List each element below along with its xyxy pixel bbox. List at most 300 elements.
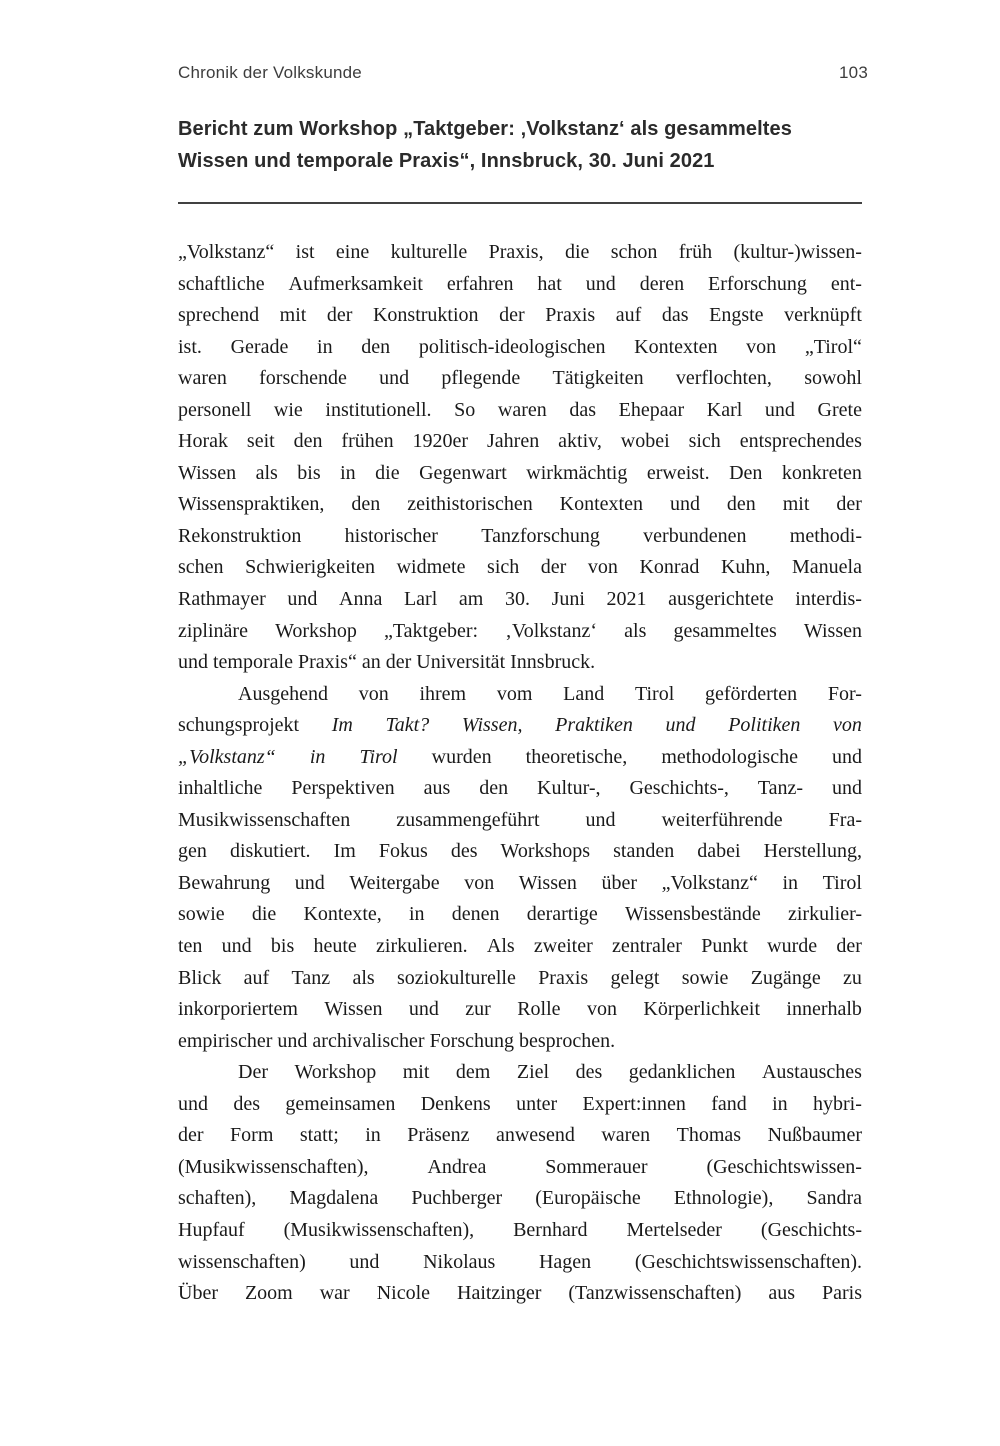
text-word: Fra- <box>828 808 862 831</box>
text-word: Im <box>333 840 356 863</box>
text-word: Land <box>563 682 605 705</box>
text-word: Konrad <box>639 556 700 579</box>
text-word: entsprechendes <box>739 430 862 453</box>
text-word: gen <box>178 840 207 863</box>
text-word: kulturelle <box>390 241 468 263</box>
text-word: Punkt <box>701 935 748 958</box>
text-word: zusammengeführt <box>396 808 540 831</box>
text-word: politisch-ideologischen <box>418 335 606 358</box>
text-word: 30. <box>504 588 530 611</box>
text-word: erfahren <box>446 272 514 295</box>
text-word: So <box>454 398 476 421</box>
text-word: Fokus <box>378 840 428 863</box>
text-line <box>178 742 862 774</box>
text-word: Kontexten <box>559 493 643 516</box>
text-word: zeithistorischen <box>407 493 533 516</box>
text-word: Grete <box>817 398 862 421</box>
text-line <box>178 332 862 364</box>
running-header-text: Chronik der Volkskunde <box>178 63 362 82</box>
text-word: der <box>326 304 353 327</box>
text-line <box>178 1026 862 1058</box>
text-line <box>178 1215 862 1247</box>
text-line <box>178 269 862 301</box>
text-word: wobei <box>620 430 670 453</box>
text-word: und <box>832 745 862 768</box>
text-word: in <box>782 871 799 894</box>
text-word: Wissensbestände <box>624 903 761 926</box>
text-word: in <box>365 1124 381 1147</box>
text-word: gemeinsamen <box>285 1092 396 1115</box>
text-word: ausgerichtete <box>668 588 774 611</box>
text-line <box>178 1152 862 1184</box>
text-line <box>178 395 862 427</box>
text-word: „Volkstanz“ <box>178 745 276 768</box>
text-word: Gegenwart <box>419 461 507 484</box>
text-word: zentraler <box>612 935 682 958</box>
text-word: wie <box>273 398 303 421</box>
text-word: von <box>746 335 777 358</box>
text-word: das <box>661 304 689 327</box>
text-word: Sommerauer <box>545 1155 648 1178</box>
text-word: fand <box>711 1092 747 1115</box>
text-word: Der <box>238 1061 268 1084</box>
text-word: vom <box>496 682 533 705</box>
text-line <box>178 679 862 711</box>
text-word: Hagen <box>538 1250 592 1273</box>
text-word: als <box>255 461 278 484</box>
text-word: als <box>624 619 647 642</box>
text-line <box>178 300 862 332</box>
text-line <box>178 616 862 648</box>
text-word: Workshops <box>500 840 591 863</box>
text-line <box>178 1183 862 1215</box>
text-line <box>178 963 862 995</box>
text-word: „Volkstanz“ <box>178 241 275 263</box>
text-word: Erforschung <box>708 272 807 295</box>
text-word: Ausgehend <box>238 682 328 705</box>
text-word: Austausches <box>761 1061 862 1084</box>
text-word: unter <box>516 1092 558 1115</box>
text-word: geförderten <box>705 682 798 705</box>
text-word: Ethnologie), <box>673 1187 774 1210</box>
text-word: innerhalb <box>786 998 862 1021</box>
text-word: 1920er <box>412 430 469 453</box>
text-word: pflegende <box>441 367 521 390</box>
text-word: von <box>358 682 389 705</box>
text-word: der <box>499 304 525 327</box>
text-word: Tirol <box>822 871 862 894</box>
text-word: zweiter <box>533 935 593 958</box>
text-word: Wissenspraktiken, <box>178 493 325 516</box>
text-word: schaften), <box>178 1187 257 1210</box>
text-word: in <box>340 461 356 484</box>
text-word: Nußbaumer <box>767 1124 862 1147</box>
text-word: Karl <box>706 398 743 421</box>
text-line <box>178 584 862 616</box>
text-word: Rathmayer <box>178 588 266 611</box>
text-word: gelegt <box>610 966 660 989</box>
text-word: inkorporiertem <box>178 998 298 1021</box>
text-run: und temporale Praxis“ an der Universität Innsbruck. <box>178 651 596 674</box>
text-word: Jahren <box>487 430 540 453</box>
text-word: am <box>458 588 484 611</box>
text-word: Zoom <box>244 1282 293 1305</box>
text-word: sowie <box>178 903 225 926</box>
text-word: Weitergabe <box>349 871 440 894</box>
text-line <box>178 994 862 1026</box>
text-line <box>178 1278 862 1310</box>
text-word: in <box>408 903 425 926</box>
text-line <box>178 1120 862 1152</box>
text-word: in <box>772 1092 788 1115</box>
text-word: Horak <box>178 430 228 453</box>
text-word: Tanzforschung <box>481 524 600 547</box>
text-word: Wissen <box>518 871 577 894</box>
text-line <box>178 426 862 458</box>
text-word: Kuhn, <box>720 556 771 579</box>
title-line-1: Bericht zum Workshop „Taktgeber: ‚Volkstanz‘ als gesammeltes <box>178 118 792 140</box>
text-word: die <box>564 241 590 263</box>
page-header <box>178 63 868 83</box>
text-word: auf <box>243 966 270 989</box>
text-word: von <box>833 714 862 737</box>
text-word: zu <box>843 966 862 989</box>
text-word: inhaltliche <box>178 777 263 800</box>
text-word: Expert:innen <box>582 1092 686 1115</box>
text-word: dem <box>455 1061 491 1084</box>
text-word: ihrem <box>419 682 467 705</box>
text-word: Rekonstruktion <box>178 524 302 547</box>
text-word: Geschichts-, <box>629 777 729 800</box>
text-word: der <box>540 556 567 579</box>
text-word: wissenschaften) <box>178 1250 306 1273</box>
text-word: und <box>178 1092 208 1115</box>
text-word: schaftliche <box>178 272 265 295</box>
text-word: ist. <box>178 335 202 358</box>
text-word: Tanz <box>291 966 331 989</box>
text-word: Körperlichkeit <box>643 998 760 1021</box>
text-word: und <box>585 272 616 295</box>
text-word: Workshop <box>275 619 357 642</box>
text-word: Politiken <box>728 714 801 737</box>
text-word: verbundenen <box>643 524 747 547</box>
text-word: die <box>251 903 277 926</box>
body-text <box>178 237 862 1310</box>
text-word: verknüpft <box>784 304 862 327</box>
text-word: ziplinäre <box>178 619 248 642</box>
text-word: sowie <box>681 966 729 989</box>
text-word: Nikolaus <box>423 1250 496 1273</box>
text-line <box>178 773 862 805</box>
text-word: Mertelseder <box>626 1218 722 1241</box>
text-word: Wissen <box>178 461 237 484</box>
text-word: Magdalena <box>289 1187 379 1210</box>
text-word: bis <box>297 461 321 484</box>
text-word: mit <box>402 1061 430 1084</box>
text-word: personell <box>178 398 252 421</box>
title-line-2: Wissen und temporale Praxis“, Innsbruck, 30. Juni 2021 <box>178 150 715 172</box>
text-word: den <box>726 493 756 516</box>
text-word: und <box>669 493 700 516</box>
text-word: historischer <box>344 524 438 547</box>
text-word: Kontexte, <box>303 903 382 926</box>
text-word: Anna <box>339 588 383 611</box>
text-word: verflochten, <box>675 367 772 390</box>
text-line <box>178 836 862 868</box>
text-word: derartige <box>526 903 598 926</box>
text-word: Denkens <box>420 1092 491 1115</box>
text-word: der <box>178 1124 204 1147</box>
text-run: empirischer und archivalischer Forschung besprochen. <box>178 1029 616 1052</box>
text-word: des <box>450 840 478 863</box>
text-word: und <box>585 808 616 831</box>
text-word: (Musikwissenschaften), <box>178 1155 369 1178</box>
text-word: wirkmächtig <box>526 461 628 484</box>
text-word: Engste <box>709 304 764 327</box>
text-word: von <box>586 998 617 1021</box>
text-word: in <box>309 745 326 768</box>
text-word: theoretische, <box>525 745 628 768</box>
text-word: früh <box>678 241 713 263</box>
text-word: forschende <box>259 367 347 390</box>
text-word: die <box>375 461 400 484</box>
text-word: Tätigkeiten <box>552 367 644 390</box>
text-word: Workshop <box>294 1061 377 1084</box>
text-line <box>178 899 862 931</box>
text-word: Form <box>230 1124 274 1147</box>
text-word: schen <box>178 556 224 579</box>
text-word: Tirol <box>359 745 398 768</box>
text-word: ent- <box>830 272 862 295</box>
text-line <box>178 489 862 521</box>
text-word: Gerade <box>230 335 289 358</box>
text-word: den <box>361 335 391 358</box>
text-word: Andrea <box>427 1155 487 1178</box>
text-word: seit <box>246 430 275 453</box>
text-word: Über <box>178 1282 218 1305</box>
text-word: 2021 <box>606 588 647 611</box>
text-word: und <box>408 998 439 1021</box>
text-line <box>178 868 862 900</box>
text-word: methodologische <box>661 745 798 768</box>
text-word: Rolle <box>517 998 561 1021</box>
text-word: schungsprojekt <box>178 714 300 737</box>
text-word: Praktiken <box>555 714 633 737</box>
text-word: (Geschichts- <box>760 1218 862 1241</box>
text-word: sowohl <box>804 367 862 390</box>
text-word: heute <box>313 935 357 958</box>
text-word: Juni <box>551 588 585 611</box>
text-word: (kultur-)wissen- <box>733 241 862 263</box>
text-word: Konstruktion <box>372 304 479 327</box>
text-line <box>178 458 862 490</box>
text-word: den <box>351 493 381 516</box>
text-word: Larl <box>403 588 438 611</box>
text-word: von <box>464 871 495 894</box>
text-line <box>178 1247 862 1279</box>
text-word: von <box>587 556 618 579</box>
text-word: Bewahrung <box>178 871 271 894</box>
text-word: zur <box>465 998 491 1021</box>
text-word: Präsenz <box>407 1124 470 1147</box>
text-word: eine <box>335 241 370 263</box>
text-word: For- <box>827 682 862 705</box>
text-word: Schwierigkeiten <box>245 556 376 579</box>
text-word: zirkulieren. <box>376 935 468 958</box>
text-word: in <box>317 335 333 358</box>
text-word: Tanz- <box>757 777 804 800</box>
text-word: bis <box>270 935 295 958</box>
text-word: statt; <box>299 1124 339 1147</box>
text-word: Herstellung, <box>763 840 862 863</box>
text-line <box>178 521 862 553</box>
text-word: diskutiert. <box>229 840 311 863</box>
text-word: sich <box>487 556 520 579</box>
text-word: und <box>287 588 318 611</box>
text-word: Aufmerksamkeit <box>288 272 423 295</box>
text-word: Im <box>331 714 353 737</box>
text-word: weiterführende <box>661 808 783 831</box>
text-word: aus <box>768 1282 796 1305</box>
text-word: Ehepaar <box>618 398 685 421</box>
text-word: Musikwissenschaften <box>178 808 351 831</box>
text-word: Haitzinger <box>457 1282 542 1305</box>
text-line <box>178 1057 862 1089</box>
text-word: mit <box>279 304 307 327</box>
text-line <box>178 237 862 269</box>
text-word: Zugänge <box>750 966 821 989</box>
text-word: Hupfauf <box>178 1218 245 1241</box>
text-word: aktiv, <box>558 430 602 453</box>
text-word: konkreten <box>781 461 862 484</box>
text-word: „Volkstanz“ <box>661 871 758 894</box>
text-word: Ziel <box>516 1061 550 1084</box>
text-word: „Taktgeber: <box>383 619 479 642</box>
text-word: sprechend <box>178 304 260 327</box>
text-word: waren <box>178 367 227 390</box>
text-word: waren <box>497 398 547 421</box>
text-word: deren <box>639 272 685 295</box>
text-word: über <box>601 871 637 894</box>
text-word: aus <box>423 777 451 800</box>
text-line <box>178 1089 862 1121</box>
text-word: ist <box>295 241 315 263</box>
text-word: methodi- <box>789 524 862 547</box>
text-word: und <box>832 777 862 800</box>
text-word: und <box>221 935 252 958</box>
text-word: wurde <box>767 935 818 958</box>
text-word: hat <box>537 272 562 295</box>
text-word: Kultur-, <box>537 777 601 800</box>
text-word: Takt? <box>385 714 430 737</box>
text-word: dabei <box>697 840 741 863</box>
text-word: der <box>836 935 862 958</box>
text-word: den <box>479 777 509 800</box>
text-word: den <box>293 430 323 453</box>
text-word: soziokulturelle <box>397 966 516 989</box>
text-line <box>178 647 862 679</box>
text-word: des <box>233 1092 261 1115</box>
text-word: Praxis, <box>488 241 544 263</box>
text-line <box>178 363 862 395</box>
text-word: institutionell. <box>325 398 432 421</box>
text-line <box>178 710 862 742</box>
text-word: (Geschichtswissen- <box>706 1155 862 1178</box>
text-word: Thomas <box>676 1124 742 1147</box>
text-word: und <box>764 398 795 421</box>
text-line <box>178 552 862 584</box>
title-rule-divider <box>178 202 862 204</box>
text-word: Wissen <box>803 619 862 642</box>
text-word: (Europäische <box>535 1187 641 1210</box>
text-word: „Tirol“ <box>804 335 862 358</box>
text-word: zirkulier- <box>787 903 862 926</box>
text-word: Wissen <box>324 998 383 1021</box>
page-number: 103 <box>839 63 868 82</box>
text-word: ten <box>178 935 203 958</box>
text-word: erweist. <box>646 461 710 484</box>
text-word: waren <box>601 1124 651 1147</box>
text-word: (Tanzwissenschaften) <box>568 1282 742 1305</box>
text-word: denen <box>451 903 500 926</box>
text-word: Manuela <box>791 556 862 579</box>
text-word: standen <box>613 840 675 863</box>
text-word: Puchberger <box>411 1187 503 1210</box>
text-word: schon <box>610 241 658 263</box>
text-line <box>178 931 862 963</box>
text-word: Perspektiven <box>291 777 395 800</box>
text-word: Den <box>729 461 763 484</box>
article-title <box>178 113 878 177</box>
text-word: Tirol <box>634 682 675 705</box>
text-word: sich <box>688 430 721 453</box>
text-word: des <box>575 1061 603 1084</box>
text-word: hybri- <box>813 1092 862 1115</box>
text-word: Als <box>486 935 515 958</box>
text-word: (Geschichtswissenschaften). <box>634 1250 862 1273</box>
text-line <box>178 805 862 837</box>
text-word: Bernhard <box>513 1218 588 1241</box>
text-word: und <box>294 871 325 894</box>
text-word: und <box>665 714 696 737</box>
text-word: und <box>379 367 410 390</box>
text-word: Wissen, <box>461 714 523 737</box>
text-word: frühen <box>341 430 394 453</box>
text-word: Praxis <box>545 304 596 327</box>
text-word: auf <box>615 304 642 327</box>
text-word: ‚Volkstanz‘ <box>505 619 598 642</box>
text-word: (Musikwissenschaften), <box>283 1218 475 1241</box>
text-word: Praxis <box>538 966 589 989</box>
text-word: als <box>352 966 375 989</box>
text-word: und <box>349 1250 380 1273</box>
text-word: anwesend <box>495 1124 575 1147</box>
text-word: wurden <box>431 745 492 768</box>
text-word: interdis- <box>795 588 862 611</box>
text-word: Nicole <box>376 1282 431 1305</box>
text-word: Paris <box>822 1282 862 1305</box>
text-word: Sandra <box>806 1187 862 1210</box>
text-word: mit <box>782 493 810 516</box>
text-word: das <box>569 398 597 421</box>
text-word: war <box>319 1282 350 1305</box>
text-word: gedanklichen <box>628 1061 736 1084</box>
text-word: Blick <box>178 966 222 989</box>
text-word: Kontexten <box>634 335 718 358</box>
text-word: widmete <box>396 556 466 579</box>
text-word: gesammeltes <box>673 619 777 642</box>
text-word: der <box>836 493 862 516</box>
